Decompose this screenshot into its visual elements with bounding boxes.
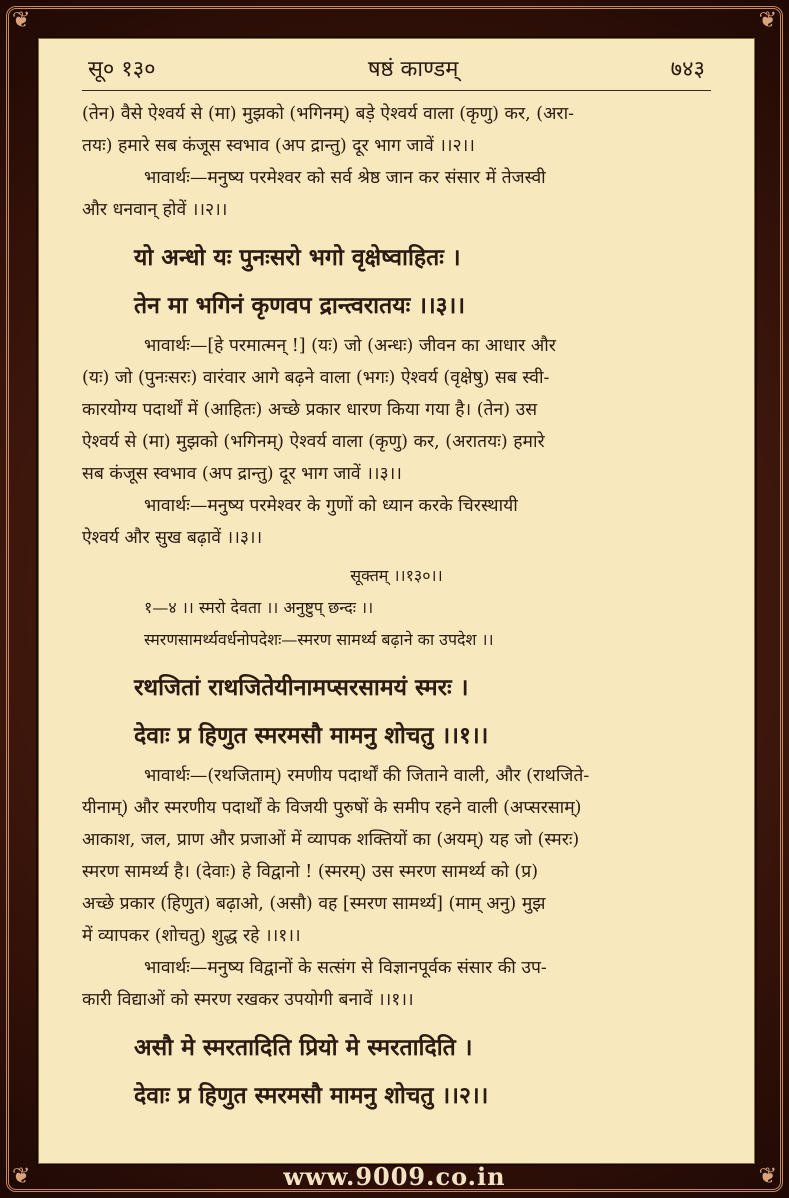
mantra-line: देवाः प्र हिणुत स्मरमसौ मामनु शोचतु ।।२।। bbox=[134, 1082, 489, 1109]
text-line: तयः) हमारे सब कंजूस स्वभाव (अप द्रान्तु) दूर भाग जावें ।।२।। bbox=[82, 136, 475, 156]
website-footer: www.9009.co.in bbox=[283, 1162, 506, 1191]
header-rule bbox=[82, 90, 711, 91]
devata-line: १—४ ।। स्मरो देवता ।। अनुष्टुप् छन्दः ।। bbox=[144, 598, 374, 617]
text-line: सब कंजूस स्वभाव (अप द्रान्तु) दूर भाग जावें ।।३।। bbox=[82, 464, 402, 484]
mantra-3 bbox=[134, 234, 711, 330]
mantra-2 bbox=[134, 1024, 711, 1120]
kanda-title: षष्ठं काण्डम् bbox=[367, 57, 459, 82]
bhavarth-line: भावार्थः—मनुष्य परमेश्वर के गुणों को ध्यान करके चिरस्थायी bbox=[144, 496, 518, 516]
bhavarth-line: भावार्थः—मनुष्य विद्वानों के सत्संग से विज्ञानपूर्वक संसार की उप- bbox=[144, 958, 547, 978]
text-line: आकाश, जल, प्राण और प्रजाओं में व्यापक शक्तियों का (अयम्) यह जो (स्मरः) bbox=[82, 830, 580, 850]
page-number: ७४३ bbox=[670, 57, 705, 82]
page-body bbox=[82, 98, 711, 1120]
bhavarth-line: भावार्थः—(रथजिताम्) रमणीय पदार्थों की जिताने वाली, और (राथजिते- bbox=[144, 766, 590, 786]
text-line: में व्यापकर (शोचतु) शुद्ध रहे ।।१।। bbox=[82, 926, 301, 946]
page-header bbox=[88, 48, 705, 88]
text-line: (तेन) वैसे ऐश्वर्य से (मा) मुझको (भगिनम्) बड़े ऐश्वर्य वाला (कृणु) कर, (अरा- bbox=[82, 104, 575, 124]
mantra-line: रथजितां राथजितेयीनामप्सरसामयं स्मरः । bbox=[134, 674, 469, 701]
mantra-1 bbox=[134, 664, 711, 760]
corner-ornament-icon: ❦ bbox=[12, 1164, 31, 1189]
text-line: यीनाम्) और स्मरणीय पदार्थों के विजयी पुरुषों के समीप रहने वाली (अप्सरसाम्) bbox=[82, 798, 582, 818]
text-line: कारी विद्याओं को स्मरण रखकर उपयोगी बनावें ।।१।। bbox=[82, 990, 414, 1010]
text-line: (यः) जो (पुनःसरः) वारंवार आगे बढ़ने वाला (भगः) ऐश्वर्य (वृक्षेषु) सब स्वी- bbox=[82, 368, 550, 388]
text-line: कारयोग्य पदार्थों में (आहितः) अच्छे प्रकार धारण किया गया है। (तेन) उस bbox=[82, 400, 538, 420]
sukta-number: सू० १३० bbox=[88, 57, 156, 82]
corner-ornament-icon: ❦ bbox=[12, 8, 31, 33]
corner-ornament-icon: ❦ bbox=[758, 1164, 777, 1189]
text-line: ऐश्वर्य और सुख बढ़ावें ।।३।। bbox=[82, 528, 263, 548]
text-line: ऐश्वर्य से (मा) मुझको (भगिनम्) ऐश्वर्य वाला (कृणु) कर, (अरातयः) हमारे bbox=[82, 432, 545, 452]
corner-ornament-icon: ❦ bbox=[758, 8, 777, 33]
page-panel bbox=[36, 36, 757, 1166]
mantra-line: यो अन्धो यः पुनःसरो भगो वृक्षेष्वाहितः । bbox=[134, 244, 461, 271]
text-line: अच्छे प्रकार (हिणुत) बढ़ाओ, (असौ) वह [स्मरण सामर्थ्य] (माम् अनु) मुझ bbox=[82, 894, 546, 914]
bhavarth-line: भावार्थः—मनुष्य परमेश्वर को सर्व श्रेष्ठ जान कर संसार में तेजस्वी bbox=[144, 168, 546, 188]
mantra-line: असौ मे स्मरतादिति प्रियो मे स्मरतादिति । bbox=[134, 1034, 473, 1061]
mantra-line: देवाः प्र हिणुत स्मरमसौ मामनु शोचतु ।।१।। bbox=[134, 722, 489, 749]
bhavarth-line: भावार्थः—[हे परमात्मन् !] (यः) जो (अन्धः) जीवन का आधार और bbox=[144, 336, 556, 356]
mantra-line: तेन मा भगिनं कृणवप द्रान्त्वरातयः ।।३।। bbox=[134, 292, 466, 319]
text-line: और धनवान् होवें ।।२।। bbox=[82, 200, 228, 220]
sukta-title: सूक्तम् ।।१३०।। bbox=[350, 566, 443, 585]
text-line: स्मरण सामर्थ्य है। (देवाः) हे विद्वानो ! (स्मरम्) उस स्मरण सामर्थ्य को (प्र) bbox=[82, 862, 539, 882]
upadesh-line: स्मरणसामर्थ्यवर्धनोपदेशः—स्मरण सामर्थ्य बढ़ाने का उपदेश ।। bbox=[144, 630, 494, 649]
